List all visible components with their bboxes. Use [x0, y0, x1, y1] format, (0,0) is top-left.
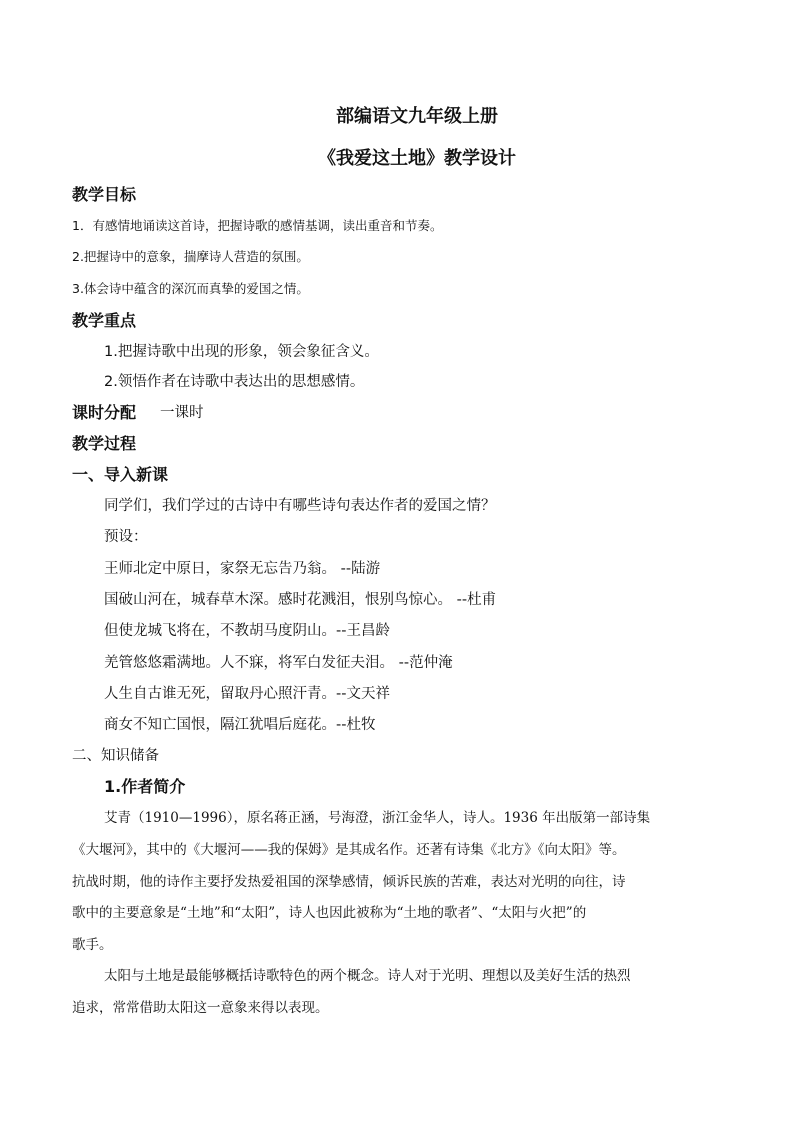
- poem-line: 商女不知亡国恨，隔江犹唱后庭花。--杜牧: [104, 717, 376, 733]
- key-point-item: 1.把握诗歌中出现的形象，领会象征含义。: [104, 344, 379, 360]
- time-label: 课时分配: [72, 403, 137, 422]
- author-paragraph-line: 艾青（1910—1996），原名蒋正涵，号海澄，浙江金华人，诗人。1936 年出版第一部诗集: [104, 810, 651, 826]
- key-point-item: 2.领悟作者在诗歌中表达出的思想感情。: [104, 374, 365, 390]
- part2-heading: 二、知识储备: [72, 748, 159, 764]
- doc-title-line2: 《我爱这土地》教学设计: [318, 148, 516, 169]
- poem-line: 但使龙城飞将在，不教胡马度阴山。--王昌龄: [104, 623, 390, 639]
- goal-item: 2.把握诗中的意象，揣摩诗人营造的氛围。: [72, 249, 309, 264]
- poem-line: 王师北定中原日，家祭无忘告乃翁。 --陆游: [104, 561, 381, 577]
- part1-heading: 一、导入新课: [72, 465, 169, 484]
- key-points-heading: 教学重点: [72, 311, 137, 330]
- part1-preset: 预设：: [104, 529, 148, 545]
- symbol-paragraph-line: 追求，常常借助太阳这一意象来得以表现。: [72, 1000, 329, 1016]
- doc-title-line1: 部编语文九年级上册: [336, 106, 498, 127]
- goals-heading: 教学目标: [72, 185, 137, 204]
- symbol-paragraph-line: 太阳与土地是最能够概括诗歌特色的两个概念。诗人对于光明、理想以及美好生活的热烈: [104, 968, 631, 984]
- poem-line: 羌管悠悠霜满地。人不寐，将军白发征夫泪。 --范仲淹: [104, 655, 453, 671]
- author-heading: 1.作者简介: [104, 777, 186, 796]
- process-heading: 教学过程: [72, 434, 137, 453]
- author-paragraph-line: 歌中的主要意象是“土地”和“太阳”，诗人也因此被称为“土地的歌者”、“太阳与火把”的: [72, 905, 587, 921]
- goal-item: 3.体会诗中蕴含的深沉而真挚的爱国之情。: [72, 281, 309, 296]
- author-paragraph-line: 《大堰河》，其中的《大堰河——我的保姆》是其成名作。还著有诗集《北方》《向太阳》等。: [72, 842, 626, 858]
- author-paragraph-line: 抗战时期，他的诗作主要抒发热爱祖国的深挚感情，倾诉民族的苦难，表达对光明的向往，诗: [72, 874, 626, 890]
- time-value: 一课时: [160, 405, 204, 421]
- part1-question: 同学们，我们学过的古诗中有哪些诗句表达作者的爱国之情？: [104, 498, 496, 514]
- author-paragraph-line: 歌手。: [72, 937, 113, 953]
- poem-line: 国破山河在，城春草木深。感时花溅泪，恨别鸟惊心。 --杜甫: [104, 592, 497, 608]
- goal-item: 1．有感情地诵读这首诗，把握诗歌的感情基调，读出重音和节奏。: [72, 218, 443, 233]
- poem-line: 人生自古谁无死，留取丹心照汗青。--文天祥: [104, 686, 390, 702]
